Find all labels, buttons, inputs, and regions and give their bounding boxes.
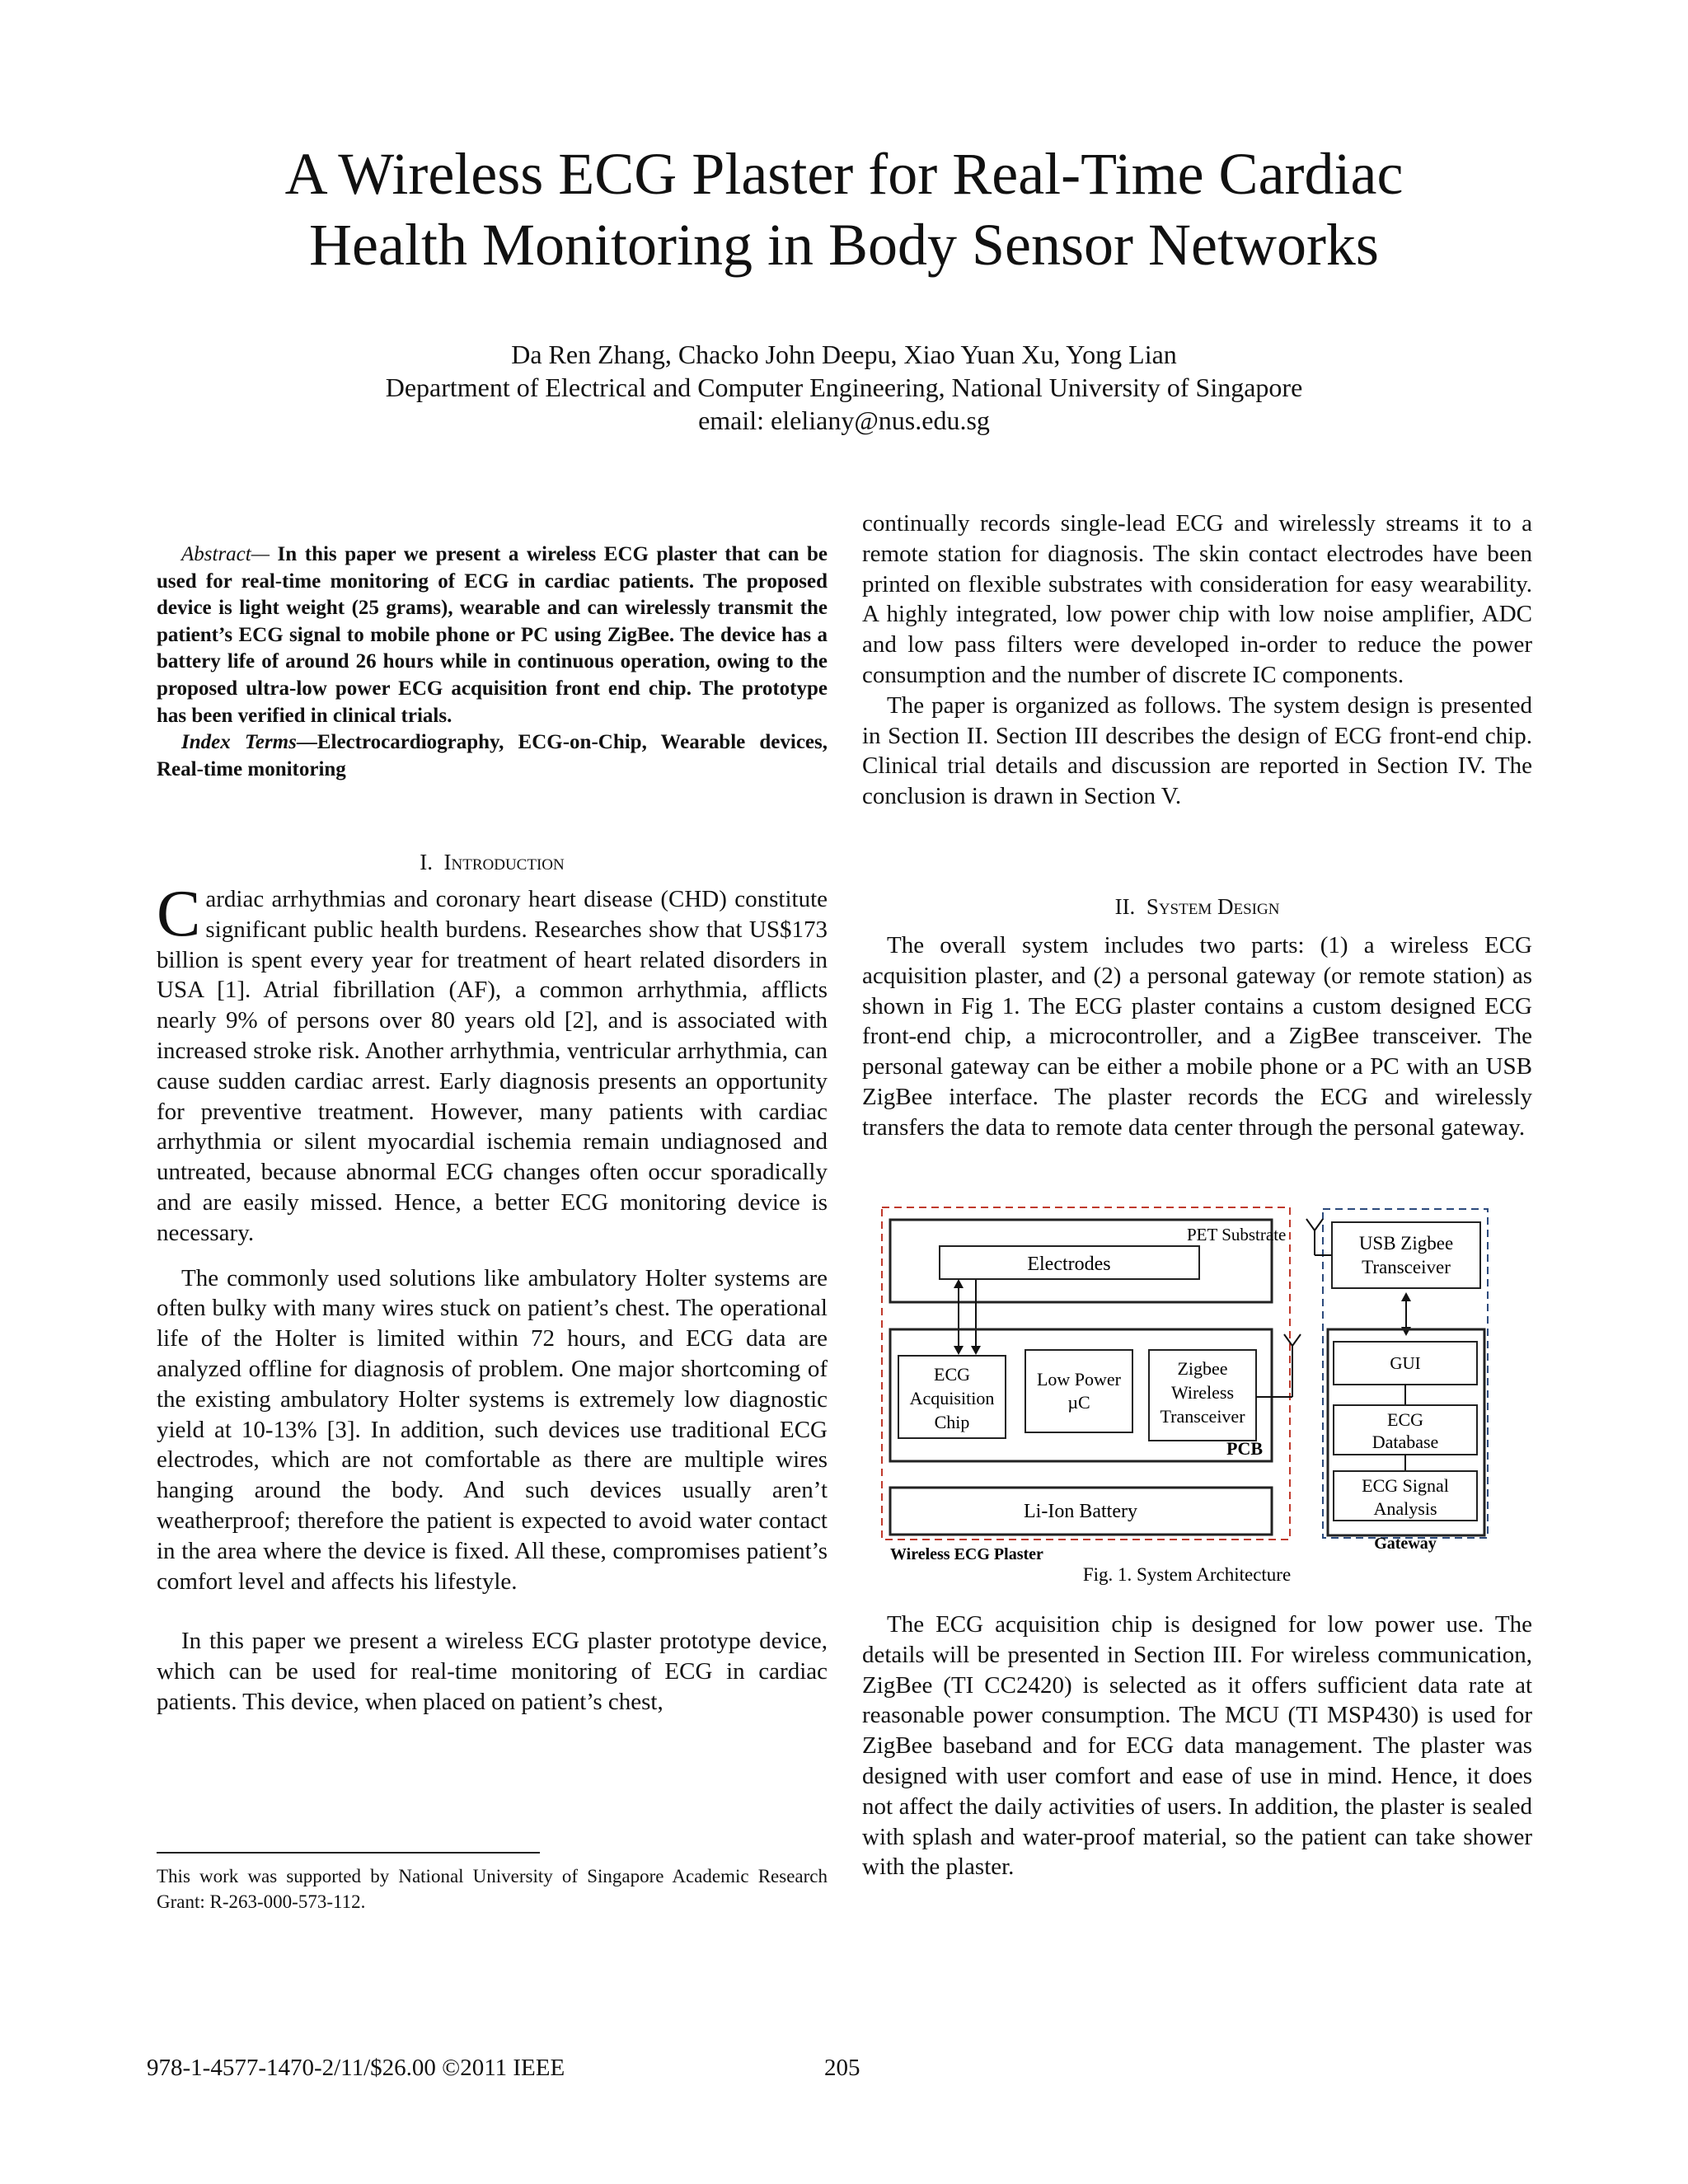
paragraph-chip: The ECG acquisition chip is designed for low power use. The details will be presented in Section III. For wireless communication, ZigBee (TI CC2420) is selected as it offers sufficient data rate at reasonable power consumption. The MCU (TI MSP430) is used for ZigBee baseband and for ECG data management. The plaster was designed with user comfort and ease of use in mind. Hence, it does not affect the daily activities of users. In addition, the plaster is sealed with splash and water-proof material, so the patient can take shower with the plaster. — [862, 1611, 1532, 1881]
footnote: This work was supported by National University of Singapore Academic Research Grant: R-263-000-573-112. — [157, 1866, 828, 1912]
plaster-antenna-tip — [1284, 1334, 1301, 1346]
figure-caption: Fig. 1. System Architecture — [1082, 1564, 1292, 1585]
zigbee-label-3: Transceiver — [1160, 1406, 1245, 1427]
author-affiliation: Department of Electrical and Computer Engineering, National University of Singapore — [385, 373, 1303, 402]
figure-1-system-architecture — [874, 1199, 1500, 1595]
footnote-rule — [157, 1852, 540, 1854]
section-heading-system-design — [862, 893, 1532, 921]
title-line-1: A Wireless ECG Plaster for Real-Time Cardiac — [284, 141, 1404, 207]
section-title: System Design — [1146, 894, 1280, 919]
gui-label: GUI — [1390, 1353, 1421, 1373]
paragraph-organization: The paper is organized as follows. The system design is presented in Section II. Section III describes the design of ECG front-end chip. Clinical trial details and discussion are reported in Section IV. The conclusion is drawn in Section V. — [862, 691, 1532, 810]
intro-paragraph-1 — [157, 878, 828, 1249]
arrow-head — [971, 1346, 981, 1355]
usb-zigbee-label-1: USB Zigbee — [1358, 1233, 1454, 1254]
author-block — [0, 338, 1688, 437]
ecg-database-label-2: Database — [1372, 1432, 1439, 1452]
arrow-head — [954, 1346, 964, 1355]
paper-title — [0, 138, 1688, 280]
plaster-group-label: Wireless ECG Plaster — [890, 1545, 1043, 1563]
drop-cap: C — [157, 878, 201, 950]
low-power-label-1: Low Power — [1036, 1369, 1122, 1390]
low-power-uc-box — [1025, 1350, 1132, 1432]
author-email: email: eleliany@nus.edu.sg — [698, 405, 990, 435]
gateway-group-label: Gateway — [1374, 1535, 1437, 1553]
ecg-chip-label-2: Acquisition — [909, 1388, 995, 1408]
title-line-2: Health Monitoring in Body Sensor Networks — [309, 212, 1379, 278]
index-terms-label: Index Terms — [181, 731, 297, 754]
abstract-label: Abstract— — [181, 543, 270, 565]
ecg-database-label-1: ECG — [1387, 1409, 1423, 1430]
ecg-chip-label-1: ECG — [934, 1364, 970, 1385]
zigbee-label-2: Wireless — [1170, 1382, 1235, 1403]
paragraph-continued: continually records single-lead ECG and wirelessly streams it to a remote station for diagnosis. The skin contact electrodes have been printed on flexible substrates with consideration for easy wearability. A highly integrated, low power chip with low noise amplifier, ADC and low pass filters were developed in-order to reduce the power consumption and the number of discrete IC components. — [862, 510, 1532, 688]
right-column-bottom — [862, 1610, 1532, 1882]
index-terms-text: —Electrocardiography, ECG-on-Chip, Wearable devices, Real-time monitoring — [157, 731, 828, 780]
page-number: 205 — [824, 2055, 860, 2081]
section-numeral: I. — [420, 850, 434, 874]
ecg-analysis-label-2: Analysis — [1373, 1498, 1437, 1519]
pet-substrate-label: PET Substrate — [1187, 1225, 1287, 1244]
intro-p1-text: ardiac arrhythmias and coronary heart disease (CHD) constitute significant public health burdens. Researches show that US$173 billion is spent every year for treatment of heart related disorders in USA [1]. Atrial fibrillation (AF), a common arrhythmia, afflicts nearly 9% of persons over 80 years old [2], and is associated with increased stroke risk. Another arrhythmia, ventricular arrhythmia, can cause sudden cardiac arrest. Early diagnosis presents an opportunity for preventive treatment. However, many patients with cardiac arrhythmia or silent myocardial ischemia remain undiagnosed and untreated, because abnormal ECG changes often occur sporadically and are easily missed. Hence, a better ECG monitoring device is necessary. — [157, 886, 828, 1246]
introduction-body — [157, 878, 828, 1718]
author-names: Da Ren Zhang, Chacko John Deepu, Xiao Yuan Xu, Yong Lian — [511, 340, 1177, 369]
ecg-chip-label-3: Chip — [934, 1412, 970, 1432]
usb-zigbee-box — [1332, 1222, 1480, 1288]
battery-label: Li-Ion Battery — [1024, 1501, 1137, 1522]
intro-paragraph-2: The commonly used solutions like ambulatory Holter systems are often bulky with many wires stuck on patient’s chest. The operational life of the Holter is limited within 72 hours, and ECG data are analyzed offline for diagnosis of problem. One major shortcoming of the existing ambulatory Holter systems is extremely low diagnostic yield at 10-13% [3]. In addition, such devices use traditional ECG electrodes, which are not comfortable as there are multiple wires hanging around the body. And such devices usually aren’t weatherproof; therefore the patient is expected to avoid water contact in the area where the device is fixed. All these, compromises patient’s comfort level and affects his lifestyle. — [157, 1264, 828, 1595]
footer-isbn: 978-1-4577-1470-2/11/$26.00 ©2011 IEEE — [147, 2055, 565, 2081]
intro-paragraph-3: In this paper we present a wireless ECG plaster prototype device, which can be used for real-time monitoring of ECG in cardiac patients. This device, when placed on patient’s chest, — [157, 1628, 828, 1715]
abstract — [157, 541, 828, 783]
pcb-label: PCB — [1226, 1438, 1263, 1459]
system-design-paragraph — [862, 930, 1532, 1143]
abstract-text: In this paper we present a wireless ECG plaster that can be used for real-time monitoring of ECG in cardiac patients. The proposed device is light weight (25 grams), wearable and can wirelessly transmit the patient’s ECG signal to mobile phone or PC using ZigBee. The device has a battery life of around 26 hours while in continuous operation, owing to the proposed ultra-low power ECG acquisition front end chip. The prototype has been verified in clinical trials. — [157, 543, 828, 727]
low-power-label-2: µC — [1067, 1392, 1090, 1413]
arrow-head — [954, 1279, 964, 1288]
usb-zigbee-label-2: Transceiver — [1362, 1257, 1451, 1277]
right-column-top — [862, 509, 1532, 812]
section-numeral: II. — [1114, 894, 1136, 919]
section-heading-introduction — [157, 848, 828, 876]
gateway-antenna-icon — [1306, 1219, 1323, 1230]
ecg-analysis-label-1: ECG Signal — [1362, 1475, 1449, 1496]
system-overview-text: The overall system includes two parts: (1) a wireless ECG acquisition plaster, and (2) a personal gateway (or remote station) as shown in Fig 1. The ECG plaster contains a custom designed ECG front-end chip, a microcontroller, and a ZigBee transceiver. The personal gateway can be either a mobile phone or a PC with an USB ZigBee interface. The plaster records the ECG and wirelessly transfers the data to remote data center through the personal gateway. — [862, 932, 1532, 1141]
electrodes-label: Electrodes — [1027, 1254, 1111, 1275]
arrow-head — [1401, 1292, 1411, 1301]
section-title: Introduction — [443, 850, 565, 874]
zigbee-label-1: Zigbee — [1177, 1358, 1228, 1379]
